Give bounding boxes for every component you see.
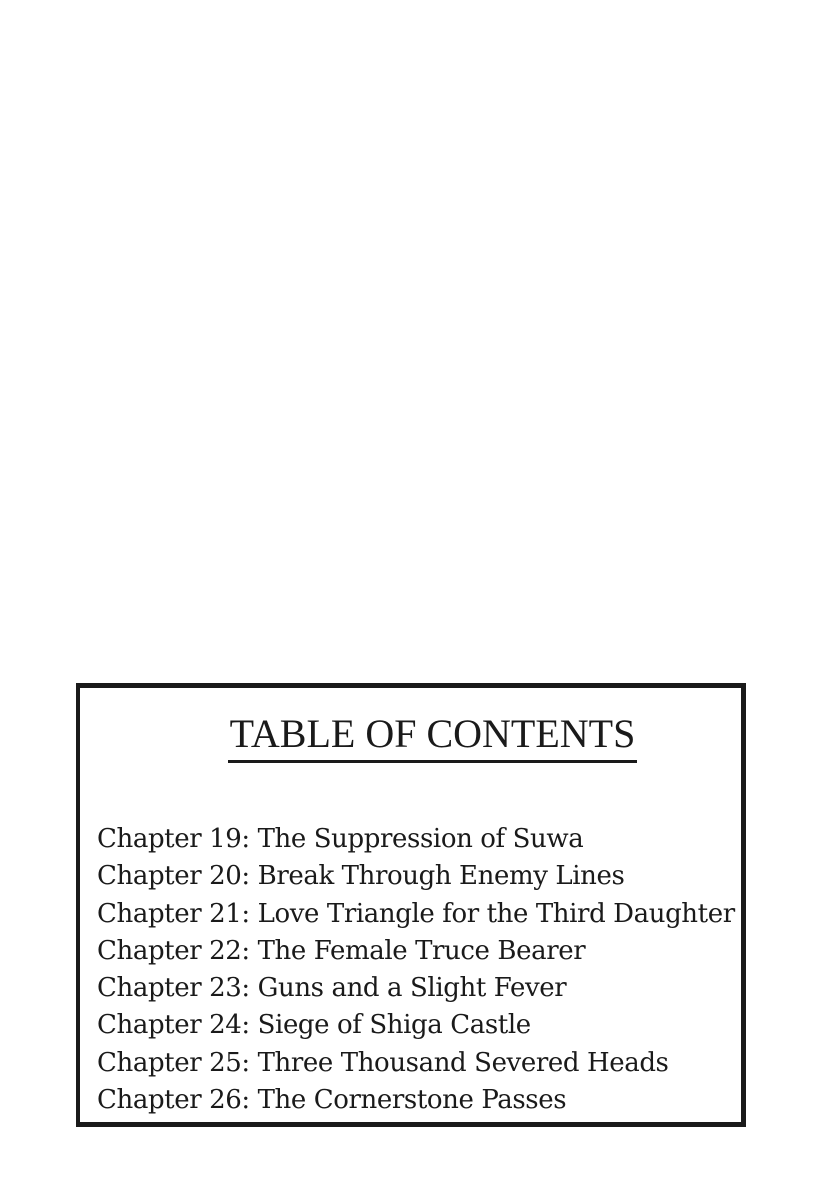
chapter-entry: Chapter 22: The Female Truce Bearer: [97, 935, 586, 966]
toc-heading-text: TABLE OF CONTENTS: [228, 710, 638, 763]
chapter-entry: Chapter 26: The Cornerstone Passes: [97, 1085, 567, 1116]
table-of-contents-box: [76, 683, 746, 1127]
chapter-entry: Chapter 21: Love Triangle for the Third Daughter: [97, 898, 735, 929]
chapter-entry: Chapter 23: Guns and a Slight Fever: [97, 973, 567, 1004]
chapter-list: [97, 821, 735, 1119]
chapter-entry: Chapter 19: The Suppression of Suwa: [97, 824, 584, 854]
toc-heading: [80, 710, 741, 763]
chapter-entry: Chapter 25: Three Thousand Severed Heads: [97, 1047, 669, 1078]
chapter-entry: Chapter 24: Siege of Shiga Castle: [97, 1010, 531, 1041]
chapter-entry: Chapter 20: Break Through Enemy Lines: [97, 861, 625, 892]
